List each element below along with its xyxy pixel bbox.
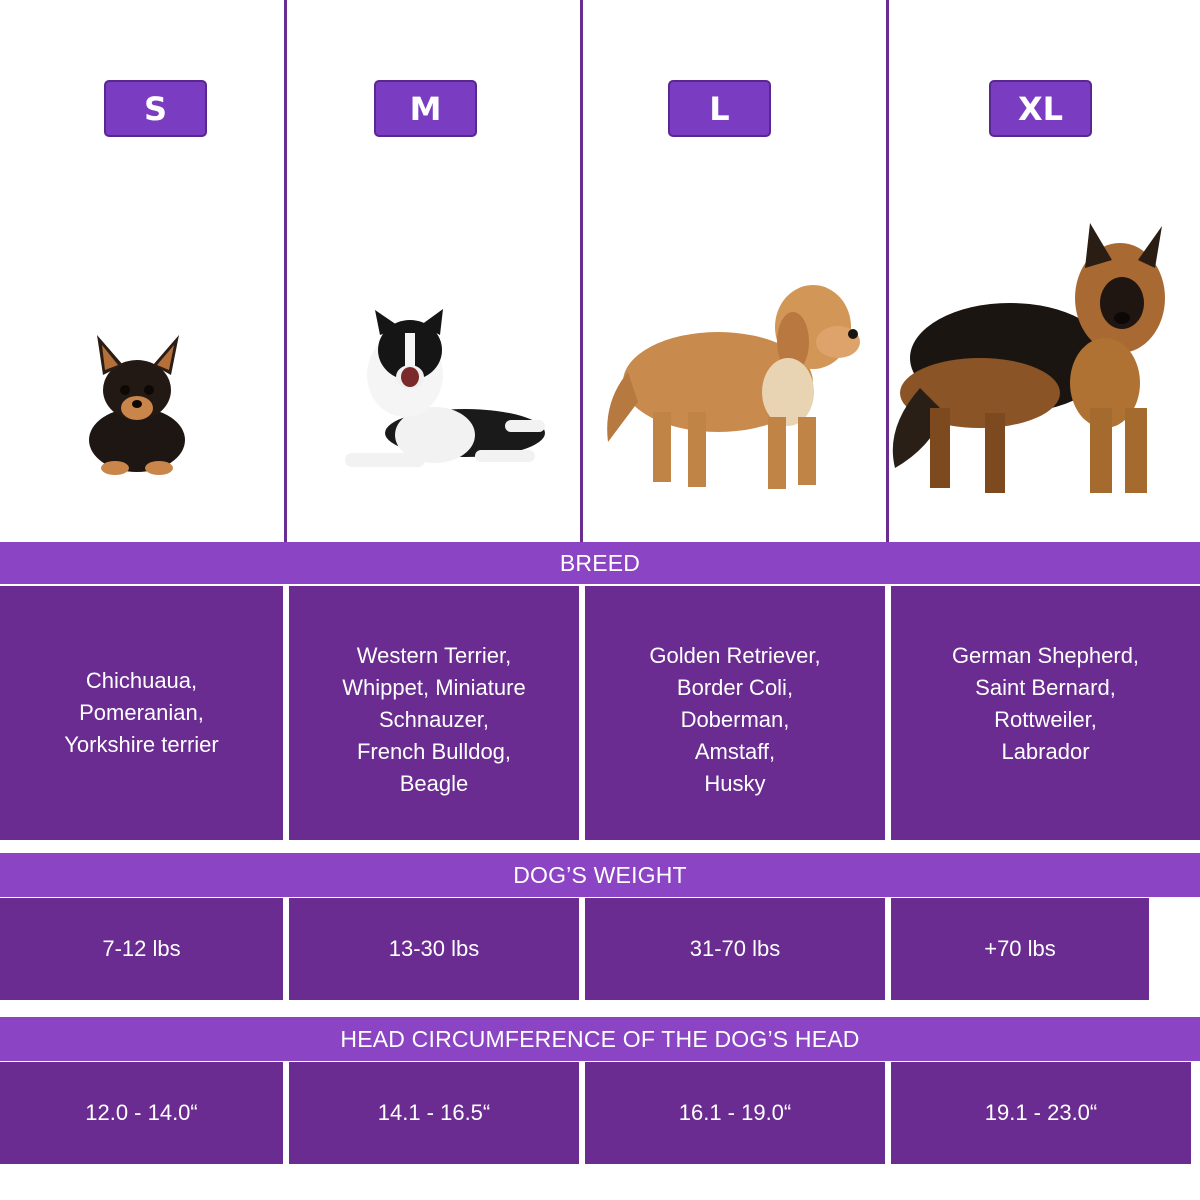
breed-cell-s [0, 586, 283, 840]
head-cell-m: 14.1 - 16.5“ [289, 1062, 579, 1164]
breed-line: Husky [704, 771, 766, 796]
breed-line: Doberman, [680, 707, 790, 732]
weight-cell-m: 13-30 lbs [289, 898, 579, 1000]
weight-cell-l: 31-70 lbs [585, 898, 885, 1000]
chihuahua-photo [75, 330, 200, 480]
size-badge-m: M [374, 80, 477, 137]
breed-line: Golden Retriever, [649, 643, 821, 668]
breed-line: Rottweiler, [994, 707, 1097, 732]
column-divider [284, 0, 287, 542]
head-cell-xl: 19.1 - 23.0“ [891, 1062, 1191, 1164]
breed-cell-m [289, 586, 579, 840]
head-header: HEAD CIRCUMFERENCE OF THE DOG’S HEAD [0, 1017, 1200, 1061]
column-divider [580, 0, 583, 542]
breed-cell-xl [891, 586, 1200, 840]
size-badge-l: L [668, 80, 771, 137]
weight-header: DOG’S WEIGHT [0, 853, 1200, 897]
breed-line: Western Terrier, [356, 643, 512, 668]
breed-line: Amstaff, [694, 739, 776, 764]
golden-retriever-photo [598, 272, 868, 502]
breed-cell-l [585, 586, 885, 840]
size-badge-xl: XL [989, 80, 1092, 137]
german-shepherd-photo [890, 218, 1180, 503]
breed-line: Yorkshire terrier [64, 732, 219, 757]
breed-line: Schnauzer, [378, 707, 490, 732]
breed-line: Labrador [1001, 739, 1090, 764]
size-badge-s: S [104, 80, 207, 137]
breed-line: German Shepherd, [951, 643, 1140, 668]
breed-line: Chichuaua, [85, 668, 198, 693]
weight-cell-xl: +70 lbs [891, 898, 1149, 1000]
breed-line: Saint Bernard, [975, 675, 1116, 700]
breed-line: Pomeranian, [79, 700, 204, 725]
head-cell-l: 16.1 - 19.0“ [585, 1062, 885, 1164]
border-collie-photo [325, 305, 555, 485]
weight-cell-s: 7-12 lbs [0, 898, 283, 1000]
breed-line: Border Coli, [676, 675, 794, 700]
breed-line: Whippet, Miniature [342, 675, 526, 700]
column-divider [886, 0, 889, 542]
breed-line: French Bulldog, [356, 739, 512, 764]
head-cell-s: 12.0 - 14.0“ [0, 1062, 283, 1164]
breed-header: BREED [0, 542, 1200, 584]
breed-line: Beagle [399, 771, 469, 796]
